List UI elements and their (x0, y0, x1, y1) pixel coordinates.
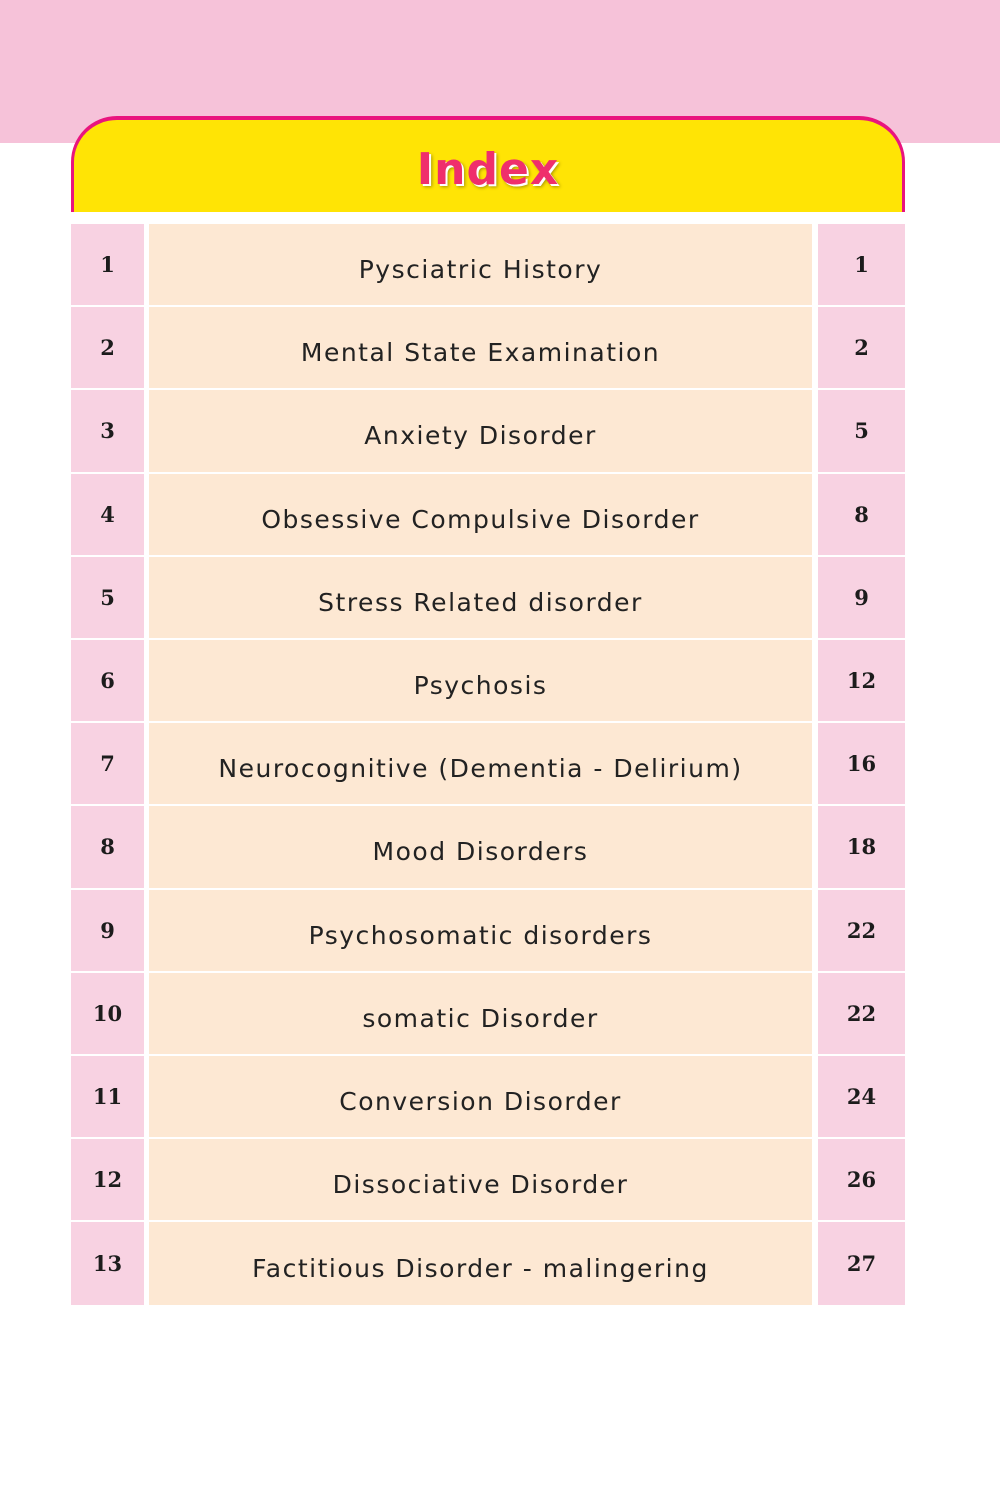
entry-page-number: 9 (818, 557, 905, 640)
entry-number: 12 (71, 1139, 144, 1222)
entry-page-number: 22 (818, 890, 905, 973)
entry-page-number: 1 (818, 224, 905, 307)
entry-title: Factitious Disorder - malingering (149, 1222, 812, 1305)
index-row[interactable] (71, 390, 905, 473)
entry-page-number: 27 (818, 1222, 905, 1305)
entry-page-number: 22 (818, 973, 905, 1056)
entry-number: 2 (71, 307, 144, 390)
entry-number: 13 (71, 1222, 144, 1305)
index-header-tab (71, 116, 905, 212)
index-row[interactable] (71, 640, 905, 723)
page-title: Index (416, 143, 560, 195)
entry-title: Psychosis (149, 640, 812, 723)
entry-title: Dissociative Disorder (149, 1139, 812, 1222)
index-row[interactable] (71, 890, 905, 973)
index-row[interactable] (71, 1222, 905, 1305)
entry-page-number: 5 (818, 390, 905, 473)
index-row[interactable] (71, 224, 905, 307)
entry-number: 3 (71, 390, 144, 473)
entry-title: Psychosomatic disorders (149, 890, 812, 973)
entry-title: Anxiety Disorder (149, 390, 812, 473)
index-row[interactable] (71, 307, 905, 390)
entry-page-number: 2 (818, 307, 905, 390)
entry-number: 8 (71, 806, 144, 889)
entry-number: 4 (71, 474, 144, 557)
entry-number: 10 (71, 973, 144, 1056)
entry-number: 11 (71, 1056, 144, 1139)
entry-page-number: 18 (818, 806, 905, 889)
entry-title: Pysciatric History (149, 224, 812, 307)
index-table (71, 224, 905, 1305)
entry-page-number: 24 (818, 1056, 905, 1139)
entry-title: Mental State Examination (149, 307, 812, 390)
entry-title: Conversion Disorder (149, 1056, 812, 1139)
index-row[interactable] (71, 973, 905, 1056)
entry-page-number: 26 (818, 1139, 905, 1222)
entry-page-number: 16 (818, 723, 905, 806)
entry-number: 5 (71, 557, 144, 640)
entry-number: 9 (71, 890, 144, 973)
index-row[interactable] (71, 474, 905, 557)
entry-title: Mood Disorders (149, 806, 812, 889)
entry-page-number: 8 (818, 474, 905, 557)
entry-number: 6 (71, 640, 144, 723)
entry-title: Obsessive Compulsive Disorder (149, 474, 812, 557)
entry-title: somatic Disorder (149, 973, 812, 1056)
entry-number: 7 (71, 723, 144, 806)
index-row[interactable] (71, 806, 905, 889)
entry-number: 1 (71, 224, 144, 307)
index-row[interactable] (71, 557, 905, 640)
index-row[interactable] (71, 723, 905, 806)
entry-page-number: 12 (818, 640, 905, 723)
index-row[interactable] (71, 1056, 905, 1139)
index-row[interactable] (71, 1139, 905, 1222)
entry-title: Stress Related disorder (149, 557, 812, 640)
entry-title: Neurocognitive (Dementia - Delirium) (149, 723, 812, 806)
